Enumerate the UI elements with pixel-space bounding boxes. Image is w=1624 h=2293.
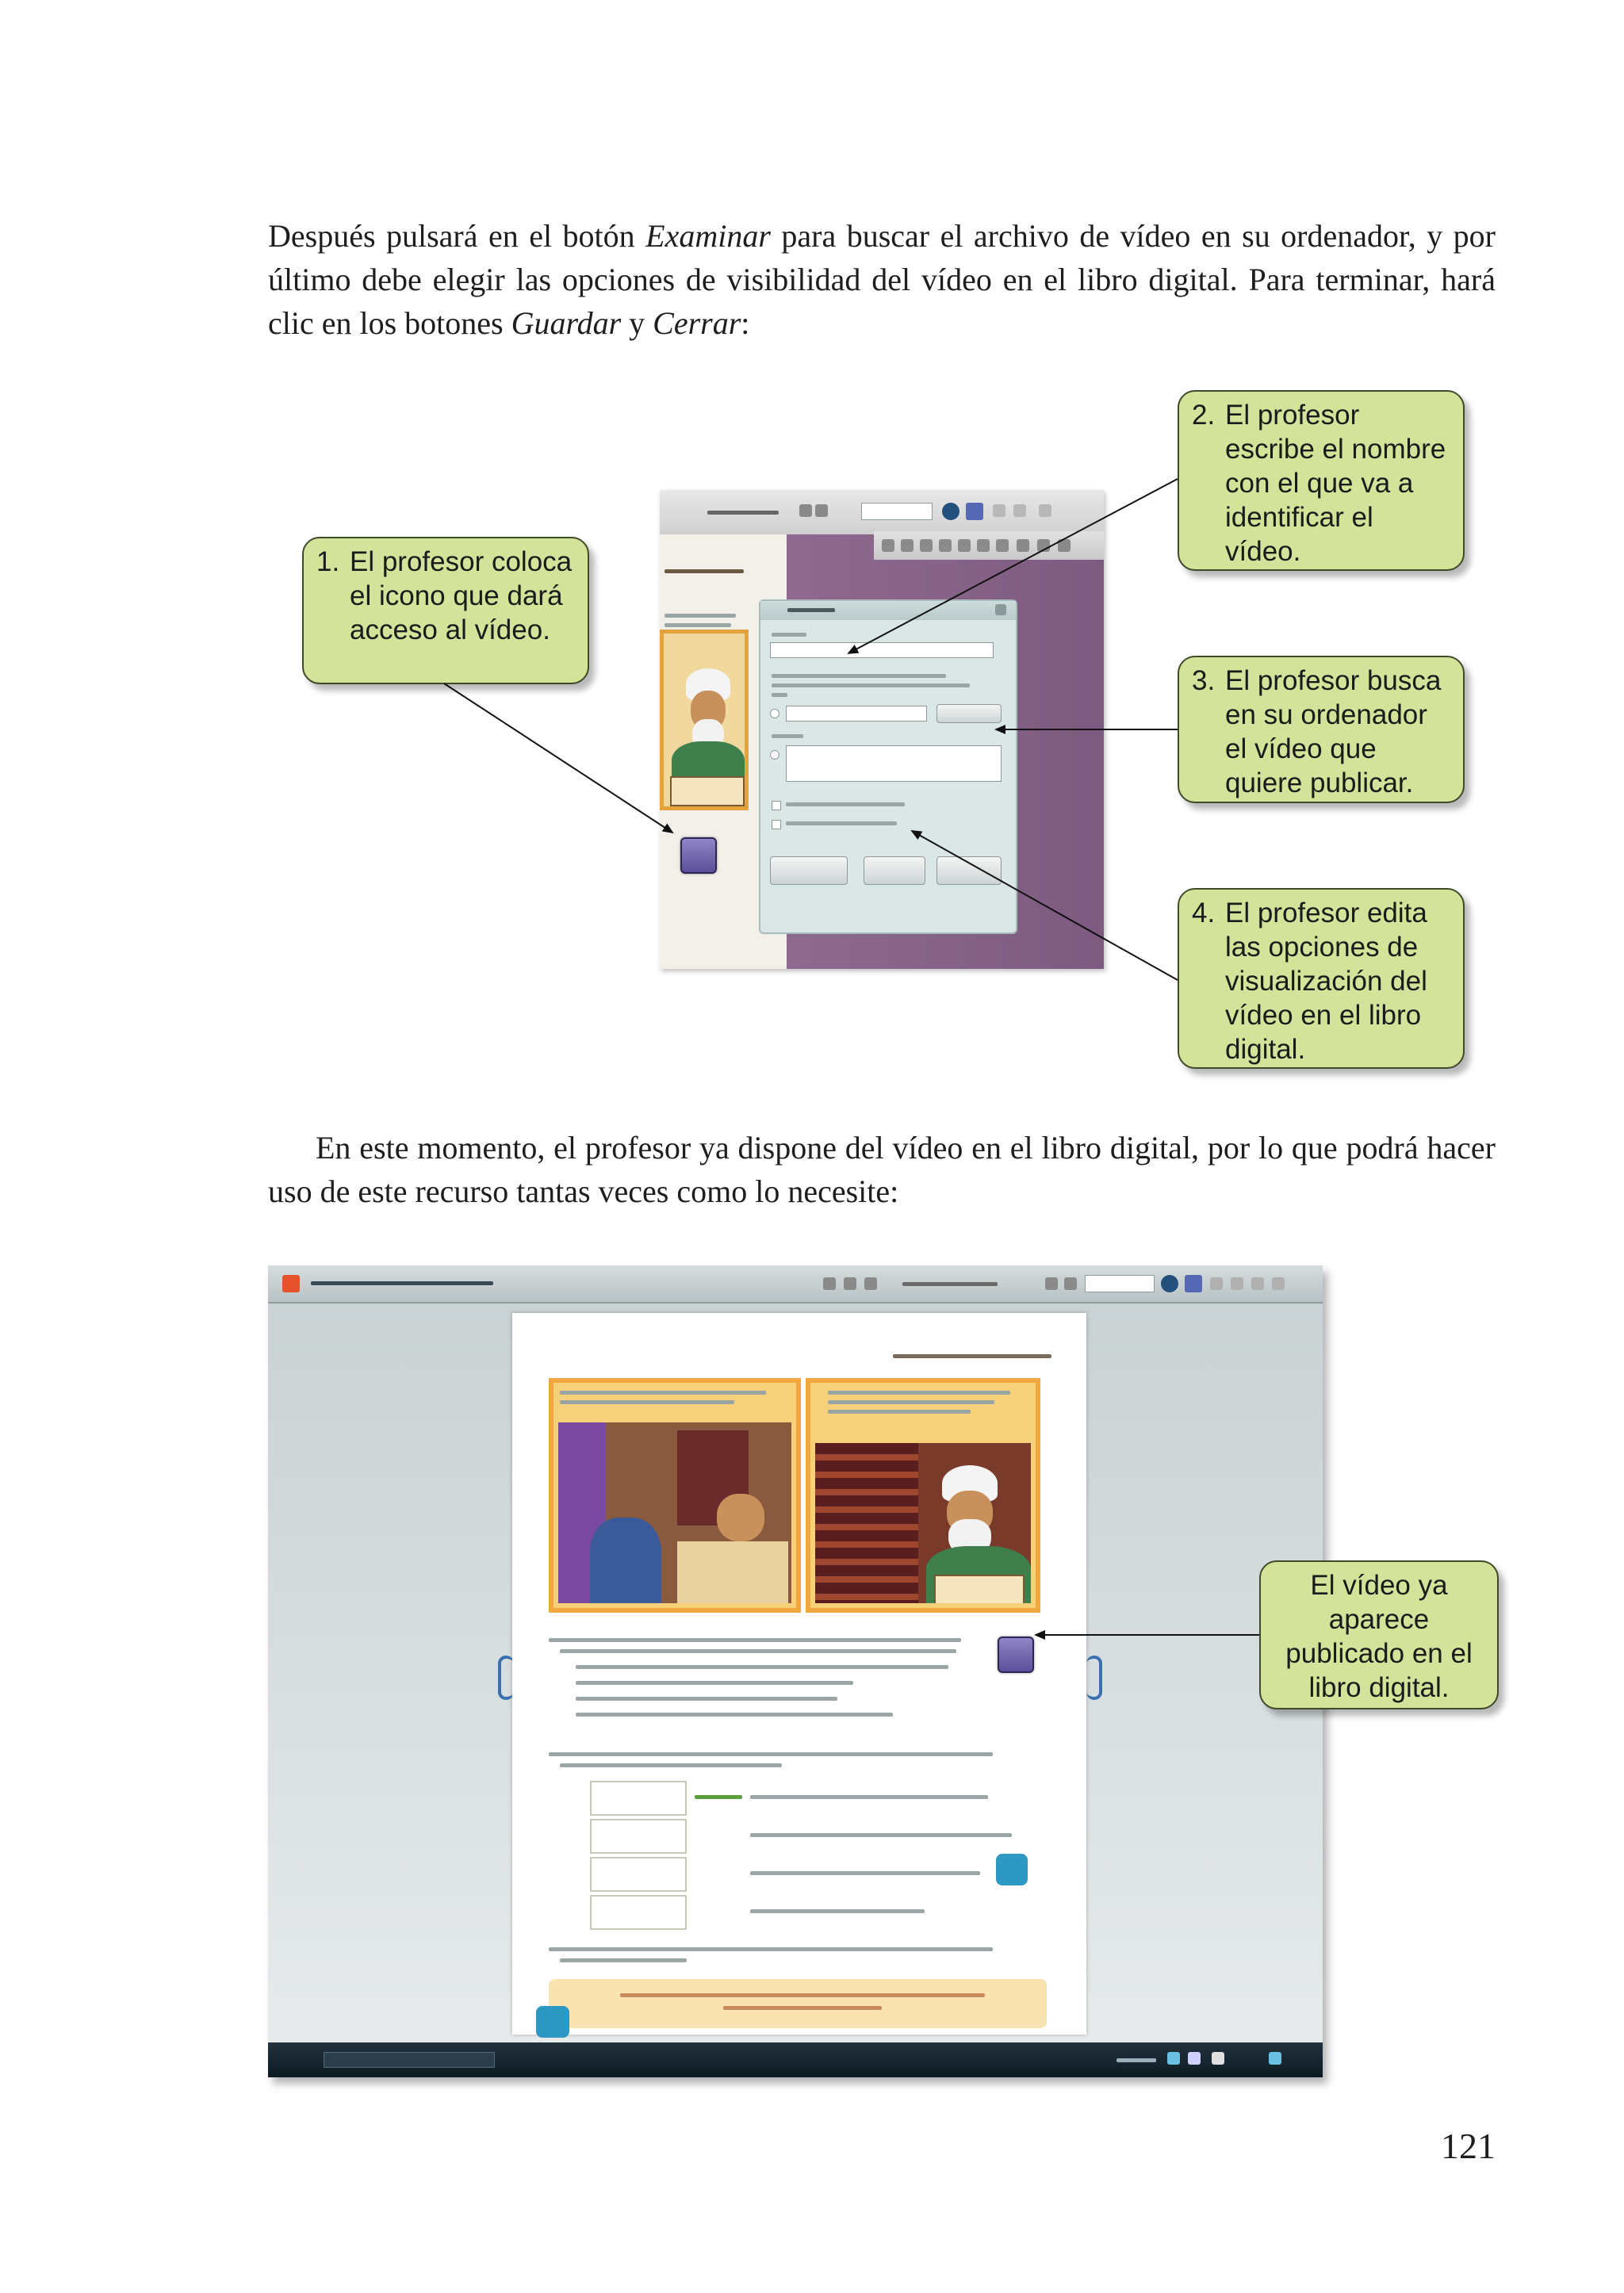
note-line — [772, 693, 787, 697]
second-paragraph: En este momento, el profesor ya dispone del vídeo en el libro digital, por lo que podrá hacer uso de este recurso tantas veces como lo necesite: — [268, 1130, 1496, 1209]
tool-icon[interactable] — [882, 539, 894, 552]
step-number: 4. — [1192, 898, 1216, 928]
scribes-scene — [558, 1422, 791, 1603]
cerrar-term: Cerrar — [653, 305, 741, 341]
close-icon[interactable] — [995, 604, 1006, 615]
library-scene — [815, 1443, 1031, 1603]
summary-box — [549, 1979, 1047, 2028]
prev-page-arrow[interactable] — [498, 1656, 514, 1700]
exercise-line — [576, 1665, 948, 1669]
unit-label — [1116, 2058, 1156, 2062]
visible-students-label — [786, 821, 897, 825]
prophet-illustration — [660, 630, 749, 810]
tool-icon[interactable] — [993, 504, 1005, 517]
tool-icon[interactable] — [1251, 1277, 1264, 1290]
tool-icon[interactable] — [901, 539, 914, 552]
viewer-toolbar — [660, 490, 1104, 534]
caption-line — [828, 1410, 971, 1414]
allowed-formats-note — [772, 683, 970, 687]
close-button[interactable] — [864, 856, 925, 885]
exercise-line — [750, 1871, 980, 1875]
callout-step-3 — [1178, 656, 1465, 803]
digital-book-screenshot — [268, 1265, 1323, 2077]
resource-icon[interactable] — [966, 503, 983, 520]
page-heading — [893, 1354, 1051, 1358]
step-text: El profesor coloca el icono que dará acceso al vídeo. — [350, 546, 573, 645]
exercise-line — [750, 1795, 988, 1799]
tool-icon[interactable] — [1167, 2052, 1180, 2065]
prev-page-icon[interactable] — [799, 504, 812, 517]
resource-icon[interactable] — [1185, 1275, 1202, 1292]
step-text: El profesor escribe el nombre con el que va a identificar el vídeo. — [1225, 400, 1446, 567]
link-radio[interactable] — [770, 750, 779, 760]
upload-video-dialog — [759, 599, 1017, 934]
tool-icon[interactable] — [977, 539, 990, 552]
step-text: El profesor busca en su ordenador el vídeo que quiere publicar. — [1225, 665, 1442, 798]
exercise-line — [750, 1909, 925, 1913]
next-page-icon[interactable] — [815, 504, 828, 517]
tool-icon[interactable] — [1017, 539, 1029, 552]
tool-icon[interactable] — [939, 539, 952, 552]
text-line — [665, 623, 731, 627]
visible-teacher-checkbox[interactable] — [772, 801, 781, 810]
prev-page-icon[interactable] — [1045, 1277, 1058, 1290]
link-input[interactable] — [786, 745, 1002, 782]
page-number-field[interactable] — [861, 503, 933, 520]
examinar-term: Examinar — [645, 218, 771, 254]
tool-icon[interactable] — [1058, 539, 1071, 552]
illustration-frame-1 — [549, 1378, 801, 1613]
delete-resource-button[interactable] — [770, 856, 848, 885]
scene-shape — [677, 1541, 788, 1603]
activity-icon[interactable] — [996, 1854, 1028, 1885]
illustration-frame-2 — [806, 1378, 1040, 1613]
zoom-slider[interactable] — [707, 511, 779, 515]
step-text: El profesor edita las opciones de visualización del vídeo en el libro digital. — [1225, 898, 1427, 1065]
callout-video-published — [1259, 1560, 1499, 1709]
dialog-titlebar — [760, 601, 1016, 620]
exercise-line — [750, 1833, 1012, 1837]
callout-step-4 — [1178, 888, 1465, 1069]
dialog-title — [787, 608, 835, 612]
text-line — [665, 614, 736, 618]
scene-shape — [717, 1494, 764, 1541]
caption-line — [560, 1400, 734, 1404]
tool-icon[interactable] — [958, 539, 971, 552]
tool-icon[interactable] — [823, 1277, 836, 1290]
callout-text: El vídeo ya aparece publicado en el libro digital. — [1285, 1570, 1473, 1703]
arrow-step-1 — [444, 683, 672, 833]
intro-text-4: : — [741, 305, 750, 341]
search-zoom-icon[interactable] — [536, 2006, 569, 2038]
caption-line — [560, 1391, 766, 1395]
link-label — [772, 734, 803, 738]
connector-line — [695, 1795, 742, 1799]
next-page-arrow[interactable] — [1086, 1656, 1102, 1700]
page-heading-line — [665, 569, 744, 573]
status-field[interactable] — [324, 2052, 495, 2068]
intro-text-3: y — [621, 305, 653, 341]
video-icon[interactable] — [998, 1636, 1034, 1673]
tool-icon[interactable] — [1188, 2052, 1201, 2065]
summary-line — [723, 2006, 882, 2010]
next-page-icon[interactable] — [1064, 1277, 1077, 1290]
tool-icon[interactable] — [1231, 1277, 1243, 1290]
tool-icon[interactable] — [1037, 539, 1050, 552]
table-cell — [590, 1819, 687, 1854]
exercise-line — [549, 1638, 961, 1642]
table-cell — [590, 1857, 687, 1892]
visible-teacher-label — [786, 802, 905, 806]
step-number: 2. — [1192, 400, 1216, 431]
exercise-line — [560, 1763, 782, 1767]
exercise-line — [576, 1697, 837, 1701]
page-number-field[interactable] — [1085, 1275, 1155, 1292]
tool-icon[interactable] — [920, 539, 933, 552]
book-page — [512, 1313, 1086, 2035]
save-button[interactable] — [936, 856, 1002, 885]
tool-icon[interactable] — [844, 1277, 856, 1290]
upload-dialog-screenshot — [660, 490, 1104, 969]
tool-icon[interactable] — [864, 1277, 877, 1290]
exercise-line — [560, 1649, 956, 1653]
table-cell — [590, 1895, 687, 1930]
intro-text-2: para buscar el archivo de vídeo en su ordenador, y por último debe elegir las opciones de visibilidad del vídeo en el libro digital. Para terminar, hará clic en los botones — [268, 218, 1496, 341]
callout-step-2 — [1178, 390, 1465, 571]
book-title — [311, 1281, 493, 1285]
browse-button[interactable] — [936, 704, 1002, 723]
exercise-line — [549, 1752, 993, 1756]
video-name-input[interactable] — [770, 642, 994, 658]
bookshelf-shape — [815, 1443, 918, 1603]
intro-paragraph — [268, 214, 1496, 345]
visible-students-checkbox[interactable] — [772, 820, 781, 829]
caption-line — [828, 1400, 994, 1404]
step-number: 1. — [316, 546, 340, 577]
table-cell — [590, 1781, 687, 1816]
tool-icon[interactable] — [1269, 2052, 1281, 2065]
page-number: 121 — [1441, 2126, 1496, 2166]
scene-shape — [590, 1518, 661, 1603]
intro-text-1: Después pulsará en el botón — [268, 218, 646, 254]
tool-icon[interactable] — [1210, 1277, 1223, 1290]
guardar-term: Guardar — [511, 305, 622, 341]
tool-icon[interactable] — [1272, 1277, 1285, 1290]
tool-icon[interactable] — [996, 539, 1009, 552]
exercise-line — [576, 1713, 893, 1717]
status-bar — [268, 2042, 1323, 2077]
secondary-toolbar — [874, 531, 1104, 560]
open-book-shape — [670, 776, 745, 806]
go-icon[interactable] — [1161, 1275, 1178, 1292]
step-number: 3. — [1192, 665, 1216, 696]
exercise-line — [576, 1681, 853, 1685]
summary-line — [620, 1993, 985, 1997]
tool-icon[interactable] — [1039, 504, 1051, 517]
viewer-titlebar — [268, 1265, 1323, 1303]
video-icon[interactable] — [680, 837, 717, 874]
max-size-note — [772, 674, 946, 678]
tool-icon[interactable] — [1212, 2052, 1224, 2065]
exercise-line — [549, 1947, 993, 1951]
app-logo-icon — [282, 1275, 300, 1292]
callout-step-1 — [302, 537, 589, 684]
zoom-slider[interactable] — [902, 1282, 998, 1286]
name-label — [772, 633, 806, 637]
file-path-input[interactable] — [786, 706, 927, 722]
tool-icon[interactable] — [1013, 504, 1026, 517]
caption-line — [828, 1391, 1010, 1395]
open-book-shape — [934, 1575, 1025, 1603]
go-icon[interactable] — [942, 503, 959, 520]
exercise-line — [560, 1958, 687, 1962]
file-radio[interactable] — [770, 709, 779, 718]
